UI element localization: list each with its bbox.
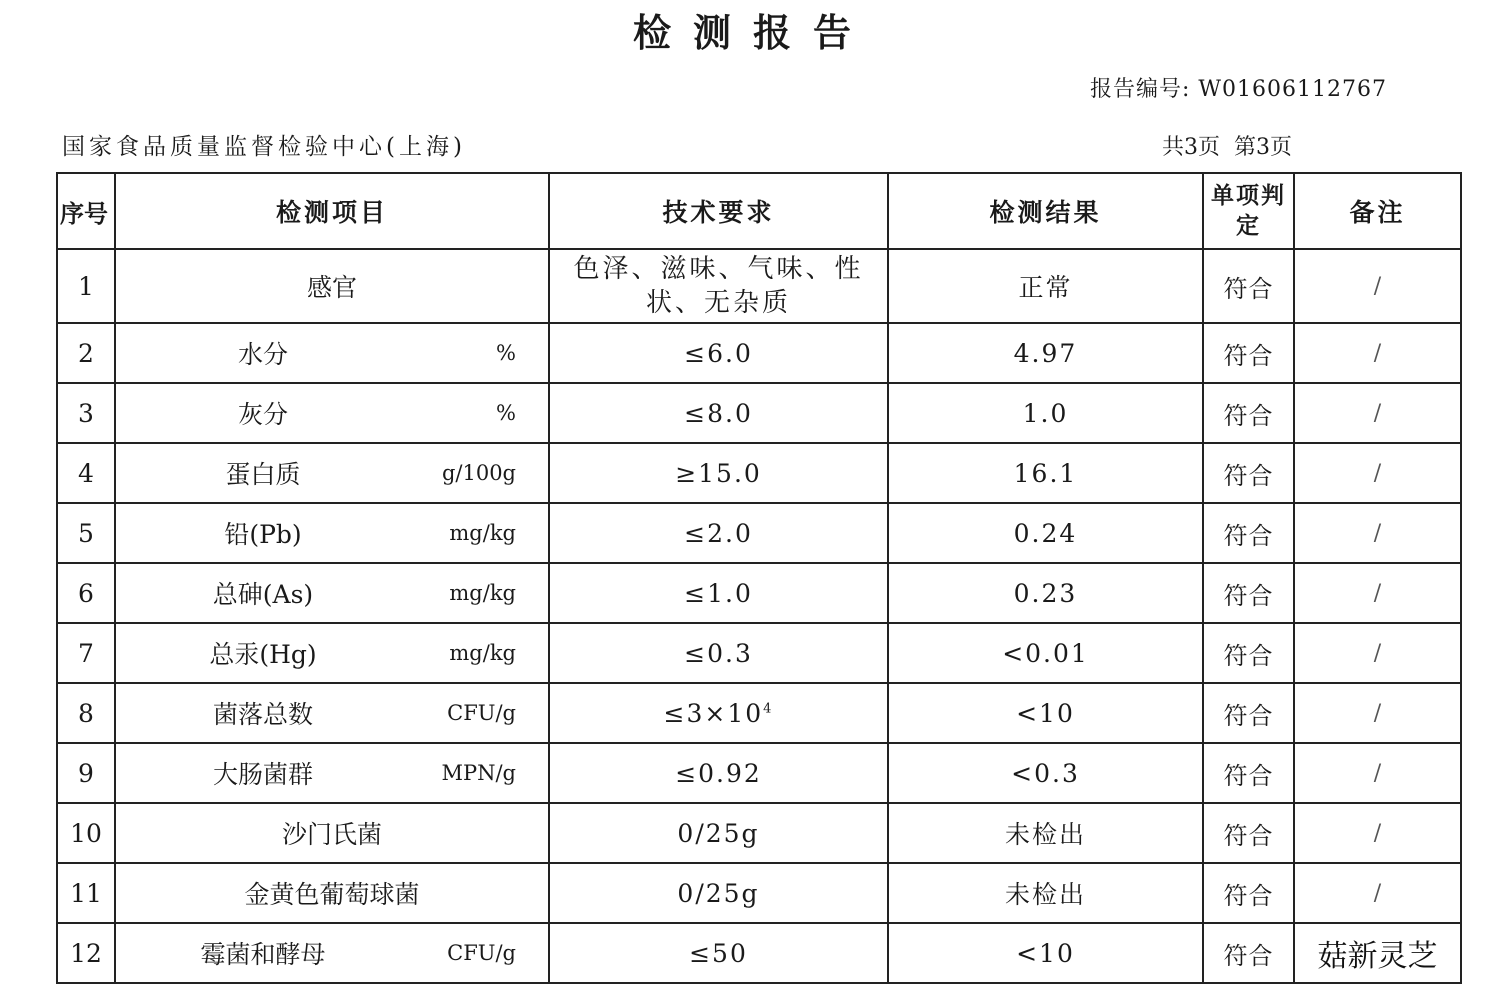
table-row — [57, 383, 1461, 443]
table-body — [57, 249, 1461, 983]
item-unit: MPN/g — [441, 761, 516, 785]
requirement-text: ≤0.92 — [675, 758, 762, 788]
remark-cell: / — [1294, 383, 1461, 443]
item-name: 铅(Pb) — [224, 520, 302, 549]
header-result: 检测结果 — [888, 173, 1203, 249]
item-unit: CFU/g — [447, 701, 516, 725]
table-row — [57, 803, 1461, 863]
judgement-cell: 符合 — [1203, 323, 1294, 383]
result-cell: 4.97 — [888, 323, 1203, 383]
result-cell: <0.3 — [888, 743, 1203, 803]
item-name: 总砷(As) — [212, 580, 314, 609]
item-unit: mg/kg — [449, 641, 516, 665]
requirement-text: ≤6.0 — [684, 338, 753, 368]
judgement-cell: 符合 — [1203, 683, 1294, 743]
item-cell — [115, 443, 549, 503]
result-cell: 未检出 — [888, 863, 1203, 923]
judgement-cell: 符合 — [1203, 923, 1294, 983]
header-remark: 备注 — [1294, 173, 1461, 249]
requirement-text: 0/25g — [677, 818, 760, 848]
remark-cell: / — [1294, 623, 1461, 683]
remark-cell: / — [1294, 863, 1461, 923]
item-name: 总汞(Hg) — [209, 640, 317, 669]
judgement-cell: 符合 — [1203, 743, 1294, 803]
item-name: 蛋白质 — [225, 460, 301, 489]
requirement-text: 色泽、滋味、气味、性状、无杂质 — [573, 254, 864, 318]
item-name: 菌落总数 — [212, 700, 313, 729]
requirement-cell — [549, 323, 888, 383]
table-row — [57, 563, 1461, 623]
requirement-cell — [549, 443, 888, 503]
table-row — [57, 323, 1461, 383]
item-cell — [115, 383, 549, 443]
judgement-cell: 符合 — [1203, 563, 1294, 623]
table-row — [57, 683, 1461, 743]
item-unit: mg/kg — [449, 581, 516, 605]
remark-cell: / — [1294, 683, 1461, 743]
remark-cell: / — [1294, 323, 1461, 383]
judgement-cell: 符合 — [1203, 863, 1294, 923]
requirement-cell — [549, 249, 888, 323]
page-indicator — [1162, 130, 1292, 161]
requirement-text: ≤1.0 — [684, 578, 753, 608]
table-row — [57, 249, 1461, 323]
result-cell: <0.01 — [888, 623, 1203, 683]
row-number: 4 — [57, 443, 115, 503]
requirement-cell — [549, 563, 888, 623]
item-cell — [115, 623, 549, 683]
item-cell — [115, 249, 549, 323]
result-cell: 0.23 — [888, 563, 1203, 623]
table-row — [57, 443, 1461, 503]
item-cell — [115, 323, 549, 383]
requirement-text: 0/25g — [677, 878, 760, 908]
requirement-text: ≤50 — [689, 938, 748, 968]
current-page: 第3页 — [1234, 135, 1292, 160]
remark-cell: / — [1294, 249, 1461, 323]
result-cell: 未检出 — [888, 803, 1203, 863]
judgement-cell: 符合 — [1203, 623, 1294, 683]
table-row — [57, 923, 1461, 983]
row-number: 8 — [57, 683, 115, 743]
judgement-cell: 符合 — [1203, 803, 1294, 863]
header-judgement: 单项判定 — [1203, 173, 1294, 249]
item-name: 感官 — [306, 273, 357, 302]
requirement-text: ≥15.0 — [675, 458, 762, 488]
row-number: 9 — [57, 743, 115, 803]
item-cell — [115, 863, 549, 923]
result-cell: 16.1 — [888, 443, 1203, 503]
item-name: 灰分 — [237, 400, 288, 429]
requirement-text: ≤3×10 — [663, 698, 764, 728]
result-cell: 正常 — [888, 249, 1203, 323]
row-number: 6 — [57, 563, 115, 623]
item-cell — [115, 563, 549, 623]
item-name: 水分 — [237, 340, 288, 369]
requirement-text: ≤2.0 — [684, 518, 753, 548]
row-number: 10 — [57, 803, 115, 863]
header-requirement: 技术要求 — [549, 173, 888, 249]
judgement-cell: 符合 — [1203, 443, 1294, 503]
row-number: 5 — [57, 503, 115, 563]
row-number: 1 — [57, 249, 115, 323]
item-cell — [115, 923, 549, 983]
header-item: 检测项目 — [115, 173, 549, 249]
item-unit: CFU/g — [447, 941, 516, 965]
remark-cell: / — [1294, 563, 1461, 623]
remark-cell: / — [1294, 443, 1461, 503]
judgement-cell: 符合 — [1203, 249, 1294, 323]
item-cell — [115, 503, 549, 563]
row-number: 3 — [57, 383, 115, 443]
item-unit: % — [496, 401, 516, 425]
item-name: 大肠菌群 — [212, 760, 313, 789]
report-title: 检测报告 — [632, 11, 873, 55]
requirement-cell — [549, 383, 888, 443]
row-number: 2 — [57, 323, 115, 383]
requirement-cell — [549, 683, 888, 743]
requirement-cell — [549, 863, 888, 923]
requirement-cell — [549, 503, 888, 563]
row-number: 11 — [57, 863, 115, 923]
table-row — [57, 863, 1461, 923]
item-name: 霉菌和酵母 — [200, 940, 326, 969]
row-number: 12 — [57, 923, 115, 983]
remark-cell: 菇新灵芝 — [1294, 923, 1461, 983]
table-header-row — [57, 173, 1461, 249]
result-cell: <10 — [888, 683, 1203, 743]
item-cell — [115, 683, 549, 743]
judgement-cell: 符合 — [1203, 503, 1294, 563]
header-seq: 序号 — [57, 173, 115, 249]
requirement-cell — [549, 623, 888, 683]
table-row — [57, 743, 1461, 803]
judgement-cell: 符合 — [1203, 383, 1294, 443]
remark-cell: / — [1294, 503, 1461, 563]
table-row — [57, 503, 1461, 563]
result-cell: <10 — [888, 923, 1203, 983]
item-cell — [115, 743, 549, 803]
total-pages: 共3页 — [1162, 135, 1220, 160]
table-row — [57, 623, 1461, 683]
item-unit: % — [496, 341, 516, 365]
requirement-cell — [549, 803, 888, 863]
requirement-exponent: 4 — [763, 701, 774, 717]
organization-name: 国家食品质量监督检验中心(上海) — [62, 134, 466, 160]
requirement-text: ≤0.3 — [684, 638, 753, 668]
requirement-cell — [549, 923, 888, 983]
item-name: 金黄色葡萄球菌 — [244, 880, 420, 909]
remark-cell: / — [1294, 803, 1461, 863]
requirement-text: ≤8.0 — [684, 398, 753, 428]
remark-cell: / — [1294, 743, 1461, 803]
result-cell: 0.24 — [888, 503, 1203, 563]
item-unit: mg/kg — [449, 521, 516, 545]
report-number: 报告编号: W01606112767 — [1090, 77, 1387, 102]
item-cell — [115, 803, 549, 863]
test-results-table — [56, 172, 1462, 984]
row-number: 7 — [57, 623, 115, 683]
result-cell: 1.0 — [888, 383, 1203, 443]
requirement-cell — [549, 743, 888, 803]
item-unit: g/100g — [441, 461, 516, 485]
item-name: 沙门氏菌 — [281, 820, 382, 849]
